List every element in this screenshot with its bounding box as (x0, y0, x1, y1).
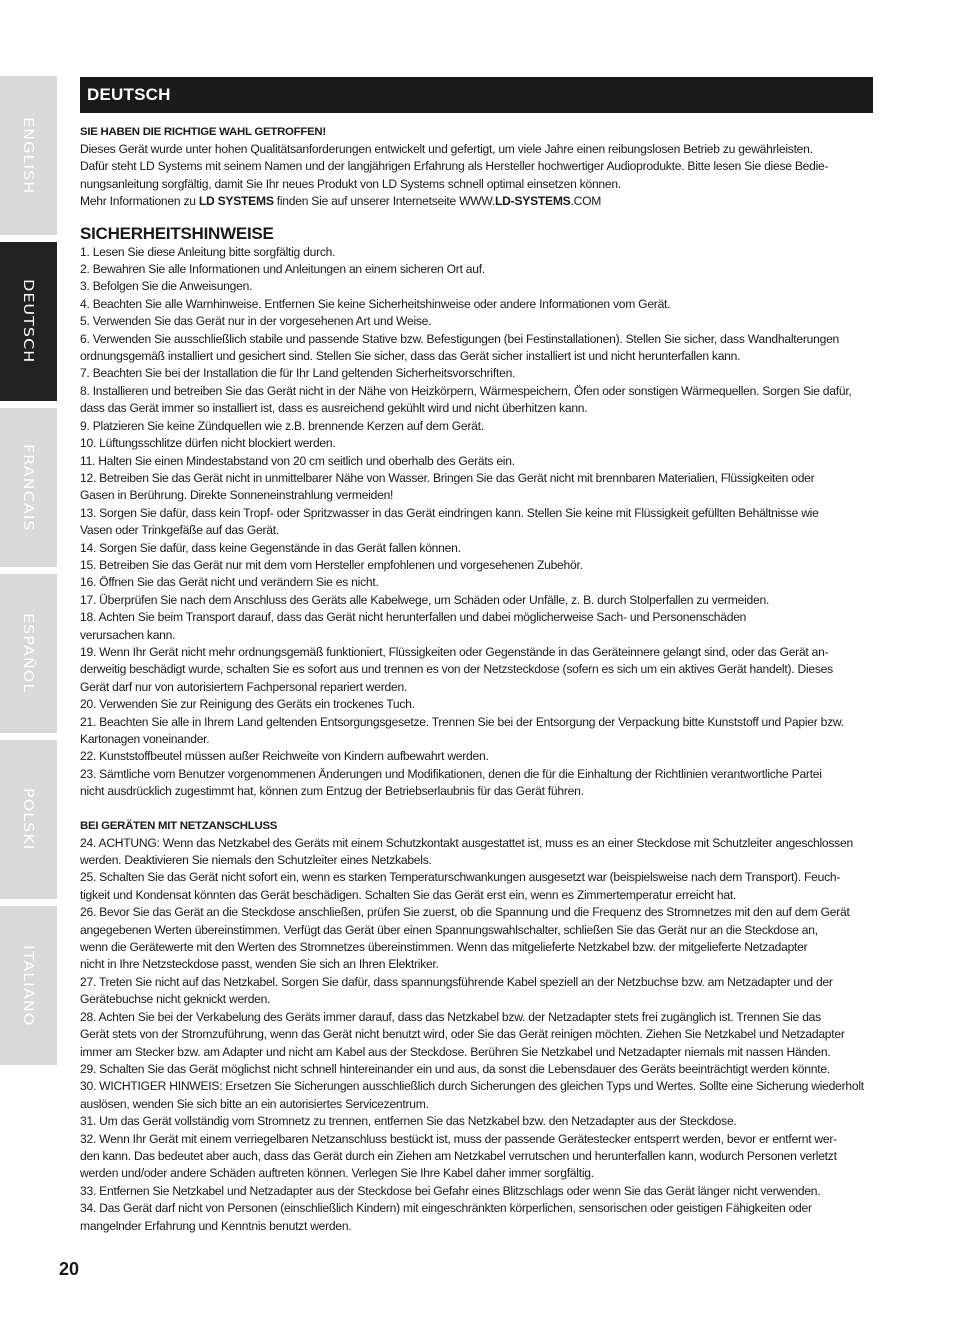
list-line: werden. Deaktivieren Sie niemals den Schutzleiter eines Netzkabels. (80, 853, 432, 868)
list-line: angegebenen Werten übereinstimmen. Verfügt das Gerät über einen Spannungswahlschalter, schließen Sie das Gerät nur an die Steckdose an, (80, 922, 818, 937)
list-line: verursachen kann. (80, 627, 176, 642)
intro-line: Dafür steht LD Systems mit seinem Namen und der langjährigen Erfahrung als Hersteller hochwertiger Audioprodukte. Bitte lesen Sie diese Bedie- (80, 159, 829, 174)
safety-heading: SICHERHEITSHINWEISE (80, 223, 274, 243)
intro-body (80, 141, 874, 211)
list-line: 26. Bevor Sie das Gerät an die Steckdose anschließen, prüfen Sie zuerst, ob die Spannung und die Frequenz des Stromnetzes mit den auf dem Gerät (80, 905, 850, 920)
list-line: den kann. Das bedeutet aber auch, dass das Gerät durch ein Ziehen am Netzkabel verrutschen und herunterfallen kann, wodurch Personen verletzt (80, 1148, 837, 1163)
tab-deutsch[interactable] (0, 242, 57, 401)
list-line: 24. ACHTUNG: Wenn das Netzkabel des Geräts mit einem Schutzkontakt ausgestattet ist, muss es an einer Steckdose mit Schutzleiter angeschlossen (80, 835, 853, 850)
tab-label: POLSKI (20, 788, 37, 851)
intro-line: nungsanleitung sorgfältig, damit Sie Ihr neues Produkt von LD Systems schnell optimal einsetzen können. (80, 176, 621, 191)
list-line: 16. Öffnen Sie das Gerät nicht und verändern Sie es nicht. (80, 575, 379, 590)
brand-name: LD SYSTEMS (198, 194, 274, 209)
list-line: ordnungsgemäß installiert und gesichert sind. Stellen Sie sicher, dass das Gerät sicher installiert ist und nicht herunterfallen kann. (80, 349, 741, 364)
section-header (80, 77, 873, 113)
list-line: 21. Beachten Sie alle in Ihrem Land geltenden Entsorgungsgesetze. Trennen Sie bei der Entsorgung der Verpackung bitte Kunststoff und Papier bzw. (80, 714, 844, 729)
tab-italiano[interactable] (0, 906, 57, 1065)
list-line: auslösen, wenden Sie sich bitte an ein autorisiertes Servicezentrum. (80, 1096, 429, 1111)
website-name: LD-SYSTEMS (495, 194, 571, 209)
list-line: Kartonagen voneinander. (80, 732, 210, 746)
list-line: 33. Entfernen Sie Netzkabel und Netzadapter aus der Steckdose bei Gefahr eines Blitzschlags oder wenn Sie das Gerät länger nicht verwenden. (80, 1183, 821, 1198)
list-line: 9. Platzieren Sie keine Zündquellen wie z.B. brennende Kerzen auf dem Gerät. (80, 418, 484, 433)
safety-list (80, 244, 874, 801)
list-line: Gerät stets von der Stromzuführung, wenn das Gerät nicht benutzt wird, oder Sie das Gerät reinigen möchten. Ziehen Sie Netzkabel und Netzadapter (80, 1027, 845, 1042)
list-line: 17. Überprüfen Sie nach dem Anschluss des Geräts alle Kabelwege, um Schäden oder Unfälle, z. B. durch Stolperfallen zu vermeiden. (80, 592, 770, 607)
list-line: 12. Betreiben Sie das Gerät nicht in unmittelbarer Nähe von Wasser. Bringen Sie das Gerät nicht mit brennbaren Materialien, Flüssigkeiten oder (80, 470, 815, 485)
list-line: 6. Verwenden Sie ausschließlich stabile und passende Stative bzw. Befestigungen (bei Festinstallationen). Stellen Sie sicher, dass Wandhalterungen (80, 331, 840, 346)
list-line: wenn die Gerätewerte mit den Werten des Stromnetzes übereinstimmen. Wenn das mitgelieferte Netzkabel bzw. der mitgelieferte Netzadapter (80, 940, 808, 955)
list-line: werden und/oder andere Schäden auftreten können. Verlegen Sie Ihre Kabel daher immer sorgfältig. (80, 1166, 594, 1181)
list-line: 32. Wenn Ihr Gerät mit einem verriegelbaren Netzanschluss bestückt ist, muss der passende Gerätestecker entsperrt werden, bevor er entfernt wer- (80, 1131, 837, 1146)
website-suffix: .COM (570, 194, 602, 209)
intro-heading: SIE HABEN DIE RICHTIGE WAHL GETROFFEN! (80, 126, 326, 138)
list-line: 23. Sämtliche vom Benutzer vorgenommenen Änderungen und Modifikationen, denen die für die Einhaltung der Richtlinien verantwortliche Partei (80, 766, 822, 781)
list-line: 31. Um das Gerät vollständig vom Stromnetz zu trennen, entfernen Sie das Netzkabel bzw. den Netzadapter aus der Steckdose. (80, 1114, 737, 1129)
list-line: tigkeit und Kondensat könnten das Gerät beschädigen. Schalten Sie das Gerät erst ein, wenn es Zimmertemperatur erreicht hat. (80, 887, 737, 902)
list-line: Gerätebuchse nicht geknickt werden. (80, 992, 271, 1007)
list-line: immer am Stecker bzw. am Adapter und nicht am Kabel aus der Steckdose. Berühren Sie Netzkabel und Netzadapter niemals mit nassen Händen. (80, 1044, 831, 1059)
more-info-prefix: Mehr Informationen zu (80, 194, 199, 209)
list-line: mangelnder Erfahrung und Kenntnis benutzt werden. (80, 1218, 352, 1233)
list-line: 1. Lesen Sie diese Anleitung bitte sorgfältig durch. (80, 244, 336, 259)
list-line: 5. Verwenden Sie das Gerät nur in der vorgesehenen Art und Weise. (80, 314, 432, 329)
list-line: 15. Betreiben Sie das Gerät nur mit dem vom Hersteller empfohlenen und vorgesehenen Zubehör. (80, 557, 583, 572)
list-line: 10. Lüftungsschlitze dürfen nicht blockiert werden. (80, 436, 336, 451)
list-line: 8. Installieren und betreiben Sie das Gerät nicht in der Nähe von Heizkörpern, Wärmespeichern, Öfen oder sonstigen Wärmequellen. Sorgen Sie dafür, (80, 383, 852, 398)
list-line: 20. Verwenden Sie zur Reinigung des Geräts ein trockenes Tuch. (80, 697, 415, 712)
mains-heading: BEI GERÄTEN MIT NETZANSCHLUSS (80, 819, 278, 832)
list-line: 14. Sorgen Sie dafür, dass keine Gegenstände in das Gerät fallen können. (80, 540, 461, 555)
list-line: 28. Achten Sie bei der Verkabelung des Geräts immer darauf, dass das Netzkabel bzw. der Netzadapter stets frei zugänglich ist. Trennen Sie das (80, 1009, 821, 1024)
list-line: derweitig beschädigt wurde, schalten Sie es sofort aus und trennen es von der Netzsteckdose (sofern es sich um ein aktives Gerät handelt). Dieses (80, 662, 833, 677)
tab-label: DEUTSCH (20, 279, 37, 364)
list-line: Gerät darf nur von autorisiertem Fachpersonal repariert werden. (80, 679, 408, 694)
tab-francais[interactable] (0, 408, 57, 567)
tab-english[interactable] (0, 76, 57, 235)
tab-label: ENGLISH (20, 116, 37, 195)
tab-espaol[interactable] (0, 574, 57, 733)
list-line: 29. Schalten Sie das Gerät möglichst nicht schnell hintereinander ein und aus, da sonst die Lebensdauer des Geräts beeinträchtigt werden könnte. (80, 1061, 830, 1076)
tab-polski[interactable] (0, 740, 57, 899)
list-line: 22. Kunststoffbeutel müssen außer Reichweite von Kindern aufbewahrt werden. (80, 749, 489, 764)
list-line: 34. Das Gerät darf nicht von Personen (einschließlich Kindern) mit eingeschränkten körperlichen, sensorischen oder geistigen Fähigkeiten oder (80, 1201, 812, 1216)
list-line: 25. Schalten Sie das Gerät nicht sofort ein, wenn es starken Temperaturschwankungen ausgesetzt war (beispielsweise nach dem Transport). Feuch- (80, 870, 841, 885)
list-line: dass das Gerät immer so installiert ist, dass es ausreichend gekühlt wird und nicht überhitzen kann. (80, 401, 588, 416)
section-title: DEUTSCH (87, 85, 171, 104)
page-content (80, 124, 874, 1235)
list-line: nicht in Ihre Netzsteckdose passt, wenden Sie sich an Ihren Elektriker. (80, 957, 439, 972)
tab-label: FRANCAIS (20, 443, 37, 532)
list-line: 18. Achten Sie beim Transport darauf, dass das Gerät nicht herunterfallen und dabei möglicherweise Sach- und Personenschäden (80, 610, 747, 625)
list-line: 7. Beachten Sie bei der Installation die für Ihr Land geltenden Sicherheitsvorschriften. (80, 366, 516, 381)
more-info-line (80, 193, 874, 210)
list-line: Gasen in Berührung. Direkte Sonneneinstrahlung vermeiden! (80, 488, 394, 503)
list-line: 27. Treten Sie nicht auf das Netzkabel. Sorgen Sie dafür, dass spannungsführende Kabel speziell an der Netzbuchse bzw. am Netzadapter und der (80, 974, 833, 989)
list-line: 4. Beachten Sie alle Warnhinweise. Entfernen Sie keine Sicherheitshinweise oder andere Informationen vom Gerät. (80, 296, 671, 311)
tab-label: ITALIANO (20, 944, 37, 1027)
list-line: 30. WICHTIGER HINWEIS: Ersetzen Sie Sicherungen ausschließlich durch Sicherungen des gleichen Typs und Wertes. Sollte eine Sicherung wiederholt (80, 1079, 864, 1094)
list-line: 11. Halten Sie einen Mindestabstand von 20 cm seitlich und oberhalb des Geräts ein. (80, 453, 515, 468)
more-info-middle: finden Sie auf unserer Internetseite WWW. (273, 194, 496, 209)
list-line: 13. Sorgen Sie dafür, dass kein Tropf- oder Spritzwasser in das Gerät eindringen kann. Stellen Sie keine mit Flüssigkeit gefüllten Behältnisse wie (80, 505, 819, 520)
intro-line: Dieses Gerät wurde unter hohen Qualitätsanforderungen entwickelt und gefertigt, um viele Jahre einen reibungslosen Betrieb zu gewährleisten. (80, 142, 813, 156)
list-line: 19. Wenn Ihr Gerät nicht mehr ordnungsgemäß funktioniert, Flüssigkeiten oder Gegenstände in das Geräteinnere gelangt sind, oder das Gerät an- (80, 644, 829, 659)
list-line: 3. Befolgen Sie die Anweisungen. (80, 279, 253, 294)
list-line: 2. Bewahren Sie alle Informationen und Anleitungen an einem sicheren Ort auf. (80, 262, 485, 277)
page-number: 20 (59, 1259, 80, 1279)
list-line: Vasen oder Trinkgefäße auf das Gerät. (80, 523, 279, 538)
list-line: nicht ausdrücklich zugestimmt hat, können zum Entzug der Betriebserlaubnis für das Gerät führen. (80, 784, 584, 799)
tab-label: ESPAÑOL (20, 613, 37, 694)
mains-list (80, 835, 874, 1235)
